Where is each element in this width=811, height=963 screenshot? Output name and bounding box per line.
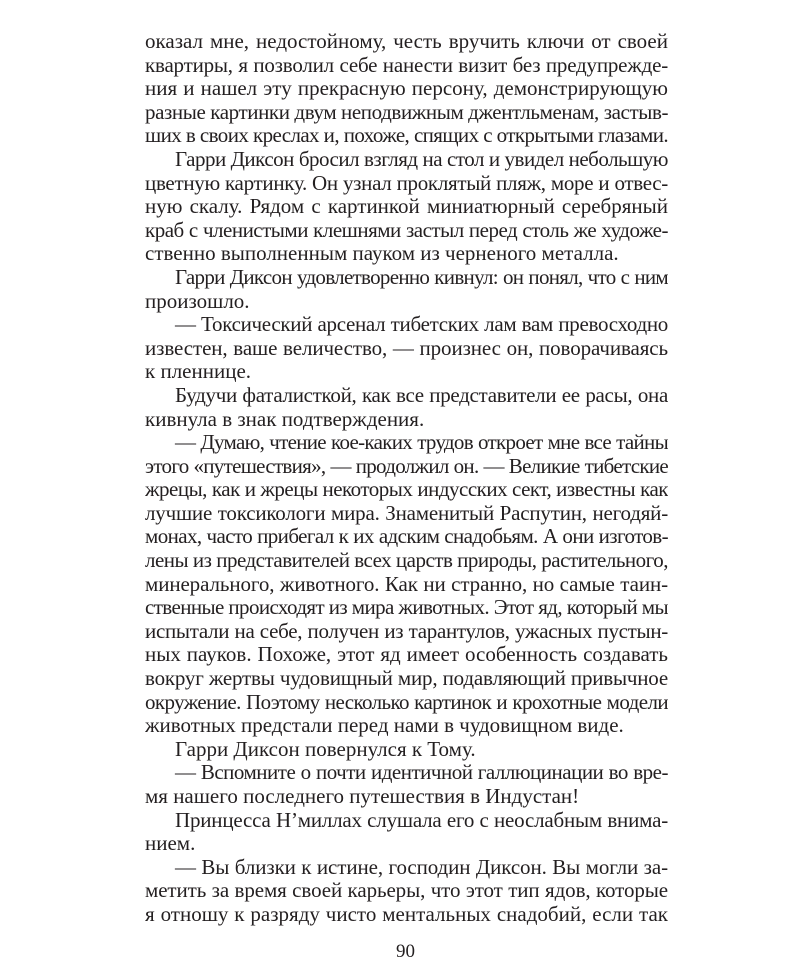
text-line: я отношу к разряду чисто ментальных снадобий, если так <box>145 902 668 926</box>
text-line: ших в своих креслах и, похоже, спящих с открытыми глазами. <box>145 124 668 148</box>
text-line: — Вы близки к истине, господин Диксон. Вы могли за- <box>175 855 668 879</box>
text-line: Гарри Диксон удовлетворенно кивнул: он понял, что с ним <box>175 265 668 289</box>
text-line: оказал мне, недостойному, честь вручить ключи от своей <box>145 30 668 53</box>
text-line: ственные происходят из мира животных. Этот яд, который мы <box>145 596 668 620</box>
text-line: метить за время своей карьеры, что этот тип ядов, которые <box>145 879 668 903</box>
text-line: Гарри Диксон бросил взгляд на стол и увидел небольшую <box>175 147 668 171</box>
text-line: нием. <box>145 832 196 856</box>
page-body-text <box>145 30 668 927</box>
text-line: Будучи фаталисткой, как все представители ее расы, она <box>175 383 668 407</box>
text-line: лены из представителей всех царств природы, растительного, <box>145 549 668 573</box>
text-line: монах, часто прибегал к их адским снадобьям. А они изготов- <box>145 525 668 549</box>
text-line: цветную картинку. Он узнал проклятый пляж, море и отвес- <box>145 171 668 195</box>
text-line: произошло. <box>145 289 250 313</box>
text-line: ную скалу. Рядом с картинкой миниатюрный серебряный <box>145 195 668 219</box>
text-line: минерального, животного. Как ни странно, но самые таин- <box>145 572 668 596</box>
text-line: Принцесса Н’миллах слушала его с неослабным внима- <box>175 808 668 832</box>
text-line: известен, ваше величество, — произнес он, поворачиваясь <box>145 336 668 360</box>
text-line: разные картинки двум неподвижным джентльменам, застыв- <box>145 100 668 124</box>
text-line: жрецы, как и жрецы некоторых индусских сект, известны как <box>145 478 668 502</box>
page-number: 90 <box>396 941 415 962</box>
text-line: к пленнице. <box>145 360 252 384</box>
text-line: вокруг жертвы чудовищный мир, подавляющий привычное <box>145 667 668 691</box>
text-line: ния и нашел эту прекрасную персону, демонстрирующую <box>145 77 668 101</box>
text-line: ственно выполненным пауком из черненого металла. <box>145 242 619 266</box>
text-line: — Думаю, чтение кое-каких трудов откроет мне все тайны <box>175 431 668 455</box>
text-line: мя нашего последнего путешествия в Индустан! <box>145 785 580 808</box>
text-line: — Токсический арсенал тибетских лам вам превосходно <box>175 313 668 337</box>
text-line: окружение. Поэтому несколько картинок и крохотные модели <box>145 690 668 714</box>
text-line: — Вспомните о почти идентичной галлюцинации во вре- <box>175 761 668 785</box>
text-line: испытали на себе, получен из тарантулов, ужасных пустын- <box>145 619 668 643</box>
text-line: краб с членистыми клешнями застыл перед столь же художе- <box>145 218 668 242</box>
text-line: лучшие токсикологи мира. Знаменитый Распутин, негодяй- <box>145 501 668 525</box>
text-line: кивнула в знак подтверждения. <box>145 407 425 431</box>
text-line: ных пауков. Похоже, этот яд имеет особенность создавать <box>145 643 668 667</box>
text-line: Гарри Диксон повернулся к Тому. <box>175 737 476 761</box>
text-line: квартиры, я позволил себе нанести визит без предупрежде- <box>145 53 668 77</box>
text-line: этого «путешествия», — продолжил он. — Великие тибетские <box>145 454 668 478</box>
text-line: животных предстали перед нами в чудовищном виде. <box>145 714 624 738</box>
